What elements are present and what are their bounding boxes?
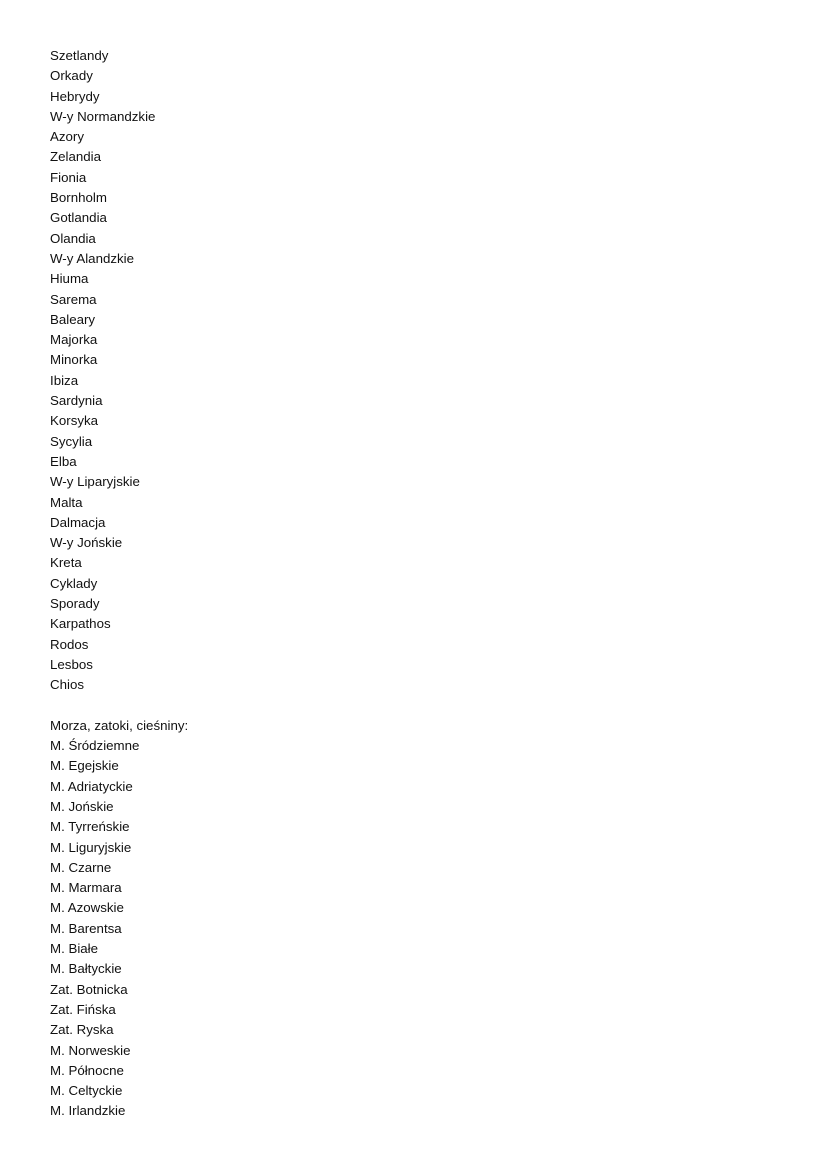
list-item: Chios <box>50 677 84 693</box>
list-item: Rodos <box>50 636 89 652</box>
list-item: Majorka <box>50 332 98 348</box>
list-item: Cyklady <box>50 575 98 591</box>
list-item: Zat. Botnicka <box>50 981 128 997</box>
list-item: Ibiza <box>50 372 79 388</box>
list-item: W-y Jońskie <box>50 535 123 551</box>
list-item: M. Bałtyckie <box>50 961 122 977</box>
list-item: Zelandia <box>50 149 102 165</box>
list-item: M. Czarne <box>50 859 112 875</box>
list-item: M. Barentsa <box>50 920 122 936</box>
list-item: Elba <box>50 453 77 469</box>
list-item: M. Jońskie <box>50 798 114 814</box>
list-item: M. Północne <box>50 1062 124 1078</box>
seas-heading: Morza, zatoki, cieśniny: <box>50 717 189 733</box>
list-item: M. Egejskie <box>50 758 119 774</box>
list-item: Orkady <box>50 68 93 84</box>
list-item: Baleary <box>50 311 96 327</box>
list-item: Olandia <box>50 230 96 246</box>
list-item: Dalmacja <box>50 514 106 530</box>
list-item: Sarema <box>50 291 97 307</box>
list-item: Azory <box>50 129 84 145</box>
list-item: Sporady <box>50 596 100 612</box>
list-item: W-y Normandzkie <box>50 108 156 124</box>
list-item: Minorka <box>50 352 98 368</box>
list-item: Karpathos <box>50 616 111 632</box>
list-item: M. Irlandzkie <box>50 1103 126 1119</box>
list-item: M. Adriatyckie <box>50 778 133 794</box>
list-item: M. Marmara <box>50 880 122 896</box>
list-item: Szetlandy <box>50 48 109 63</box>
seas-list <box>50 736 770 1122</box>
section-spacer <box>50 696 770 716</box>
list-item: Sardynia <box>50 393 103 409</box>
list-item: Bornholm <box>50 190 107 206</box>
list-item: Fionia <box>50 169 87 185</box>
list-item: W-y Alandzkie <box>50 250 135 266</box>
islands-list <box>50 46 770 696</box>
list-item: M. Śródziemne <box>50 738 140 754</box>
list-item: Hebrydy <box>50 88 100 104</box>
list-item: Zat. Fińska <box>50 1001 116 1017</box>
list-item: M. Norweskie <box>50 1042 131 1058</box>
list-item: Korsyka <box>50 413 99 429</box>
list-item: Lesbos <box>50 656 93 672</box>
list-item: M. Liguryjskie <box>50 839 132 855</box>
list-item: M. Celtyckie <box>50 1083 123 1099</box>
list-item: Malta <box>50 494 83 510</box>
list-item: M. Tyrreńskie <box>50 819 130 835</box>
document-page <box>50 46 770 1122</box>
list-item: Gotlandia <box>50 210 107 226</box>
list-item: W-y Liparyjskie <box>50 474 140 490</box>
list-item: M. Białe <box>50 941 99 957</box>
list-item: Hiuma <box>50 271 89 287</box>
list-item: Sycylia <box>50 433 93 449</box>
list-item: Zat. Ryska <box>50 1022 114 1038</box>
list-item: M. Azowskie <box>50 900 124 916</box>
list-item: Kreta <box>50 555 82 571</box>
